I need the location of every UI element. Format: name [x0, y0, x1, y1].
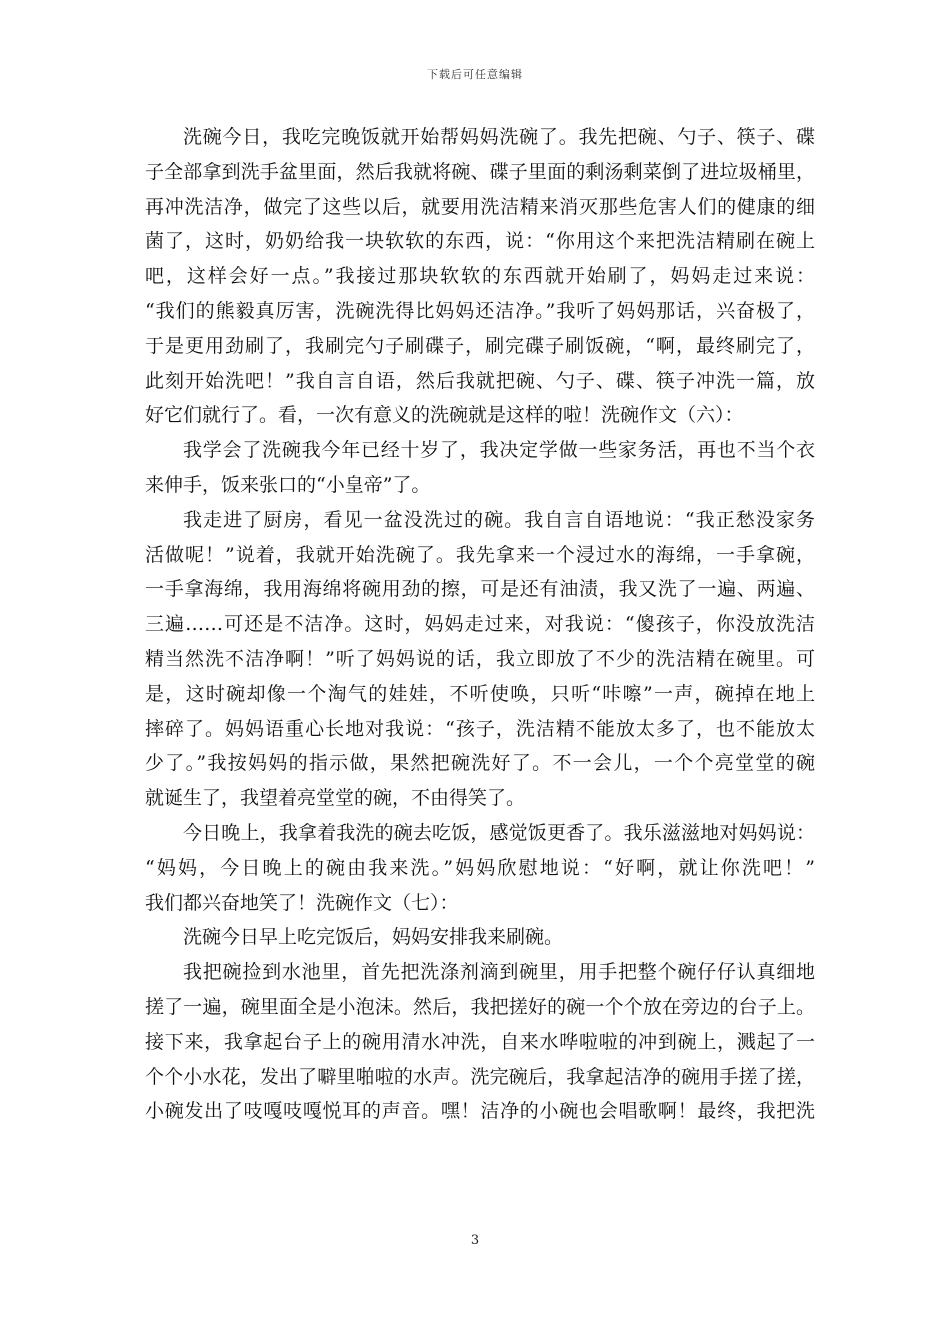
- page-header: 下载后可任意编辑: [427, 68, 523, 81]
- body-line: 洗碗今日早上吃完饭后，妈妈安排我来刷碗。: [183, 926, 564, 949]
- body-line: 少了。”我按妈妈的指示做，果然把碗洗好了。不一会儿，一个个亮堂堂的碗: [145, 752, 815, 775]
- body-line: 我把碗捡到水池里，首先把洗涤剂滴到碗里，用手把整个碗仔仔认真细地: [183, 961, 815, 984]
- body-line: “我们的熊毅真厉害，洗碗洗得比妈妈还洁净。”我听了妈妈那话，兴奋极了，: [145, 299, 815, 322]
- body-line: 此刻开始洗吧！”我自言自语，然后我就把碗、勺子、碟、筷子冲洗一篇，放: [145, 369, 815, 392]
- body-line: 我走进了厨房，看见一盆没洗过的碗。我自言自语地说：“我正愁没家务: [183, 508, 815, 531]
- body-line: 摔碎了。妈妈语重心长地对我说：“孩子，洗洁精不能放太多了，也不能放太: [145, 717, 815, 740]
- body-line: 于是更用劲刷了，我刷完勺子刷碟子，刷完碟子刷饭碗，“啊，最终刷完了，: [145, 334, 815, 357]
- body-line: 今日晚上，我拿着我洗的碗去吃饭，感觉饭更香了。我乐滋滋地对妈妈说：: [183, 821, 815, 844]
- body-line: 吧，这样会好一点。”我接过那块软软的东西就开始刷了，妈妈走过来说：: [145, 265, 815, 288]
- body-line: 洗碗今日，我吃完晚饭就开始帮妈妈洗碗了。我先把碗、勺子、筷子、碟: [183, 126, 815, 148]
- body-line: 就诞生了，我望着亮堂堂的碗，不由得笑了。: [145, 787, 526, 810]
- body-line: 接下来，我拿起台子上的碗用清水冲洗，自来水哗啦啦的冲到碗上，溅起了一: [145, 1030, 815, 1053]
- body-line: 我们都兴奋地笑了！洗碗作文（七）：: [145, 891, 459, 914]
- body-line: 精当然洗不洁净啊！”听了妈妈说的话，我立即放了不少的洗洁精在碗里。可: [145, 647, 815, 670]
- document-body: [145, 120, 815, 1129]
- body-line: “妈妈，今日晚上的碗由我来洗。”妈妈欣慰地说：“好啊，就让你洗吧！”: [145, 856, 815, 879]
- body-line: 搓了一遍，碗里面全是小泡沫。然后，我把搓好的碗一个个放在旁边的台子上。: [145, 995, 815, 1018]
- body-line: 再冲洗洁净，做完了这些以后，就要用洗洁精来消灭那些危害人们的健康的细: [145, 195, 815, 218]
- body-line: 个个小水花，发出了噼里啪啦的水声。洗完碗后，我拿起洁净的碗用手搓了搓，: [145, 1065, 815, 1088]
- body-line: 小碗发出了吱嘎吱嘎悦耳的声音。嘿！洁净的小碗也会唱歌啊！最终，我把洗: [145, 1100, 815, 1123]
- body-line: 我学会了洗碗我今年已经十岁了，我决定学做一些家务活，再也不当个衣: [183, 439, 815, 462]
- page-number: 3: [470, 1233, 480, 1248]
- body-line: 菌了，这时，奶奶给我一块软软的东西，说：“你用这个来把洗洁精刷在碗上: [145, 230, 815, 253]
- body-line: 来伸手，饭来张口的“小皇帝”了。: [145, 473, 431, 496]
- body-line: 活做呢！”说着，我就开始洗碗了。我先拿来一个浸过水的海绵，一手拿碗，: [145, 543, 815, 566]
- body-line: 一手拿海绵，我用海绵将碗用劲的擦，可是还有油渍，我又洗了一遍、两遍、: [145, 578, 815, 601]
- body-line: 是，这时碗却像一个淘气的娃娃，不听使唤，只听“咔嚓”一声，碗掉在地上: [145, 682, 815, 705]
- body-line: 好它们就行了。看，一次有意义的洗碗就是这样的啦！洗碗作文（六）：: [145, 404, 744, 427]
- body-line: 子全部拿到洗手盆里面，然后我就将碗、碟子里面的剩汤剩菜倒了进垃圾桶里，: [145, 160, 815, 183]
- body-line: 三遍……可还是不洁净。这时，妈妈走过来，对我说：“傻孩子，你没放洗洁: [145, 613, 815, 636]
